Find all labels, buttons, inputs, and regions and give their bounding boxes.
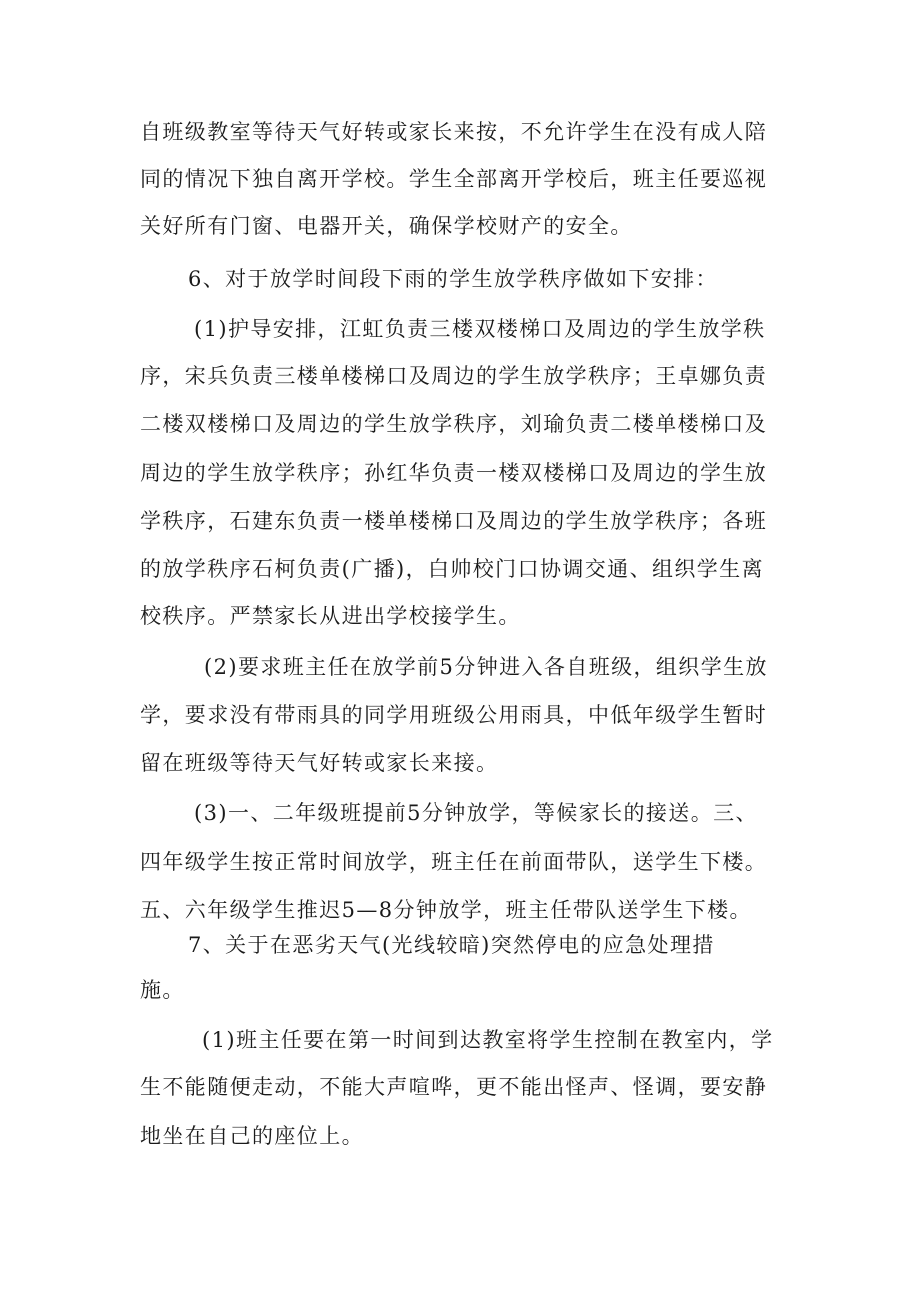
text-line-9: 学秩序，石建东负责一楼单楼梯口及周边的学生放学秩序；各班: [140, 509, 768, 533]
text-line-2: 同的情况下独自离开学校。学生全部离开学校后，班主任要巡视: [140, 167, 768, 191]
text-line-1: 自班级教室等待天气好转或家长来按，不允许学生在没有成人陪: [140, 120, 768, 144]
text-line-20: (1)班主任要在第一时间到达教室将学生控制在教室内，学: [202, 1028, 774, 1052]
text-line-22: 地坐在自己的座位上。: [140, 1124, 364, 1148]
text-line-10: 的放学秩序石柯负责(广播)，白帅校门口协调交通、组织学生离: [140, 557, 764, 581]
text-line-6: 序，宋兵负责三楼单楼梯口及周边的学生放学秩序；王卓娜负责: [140, 364, 768, 388]
text-line-7: 二楼双楼梯口及周边的学生放学秩序，刘瑜负责二楼单楼梯口及: [140, 412, 768, 436]
text-line-16: 四年级学生按正常时间放学，班主任在前面带队，送学生下楼。: [140, 850, 768, 874]
text-line-15: (3)一、二年级班提前5分钟放学，等候家长的接送。三、: [194, 801, 758, 825]
text-line-12: (2)要求班主任在放学前5分钟进入各自班级，组织学生放: [204, 655, 768, 679]
document-page: [140, 0, 800, 1301]
text-line-4: 6、对于放学时间段下雨的学生放学秩序做如下安排：: [188, 267, 718, 291]
text-line-11: 校秩序。严禁家长从进出学校接学生。: [140, 604, 521, 628]
text-line-21: 生不能随便走动，不能大声喧哗，更不能出怪声、怪调，要安静: [140, 1075, 768, 1099]
text-line-8: 周边的学生放学秩序；孙红华负责一楼双楼梯口及周边的学生放: [140, 461, 768, 485]
text-line-18: 7、关于在恶劣天气(光线较暗)突然停电的应急处理措: [188, 933, 715, 957]
text-line-3: 关好所有门窗、电器开关，确保学校财产的安全。: [140, 214, 633, 238]
text-line-17: 五、六年级学生推迟5—8分钟放学，班主任带队送学生下楼。: [140, 898, 752, 922]
text-line-13: 学，要求没有带雨具的同学用班级公用雨具，中低年级学生暂时: [140, 703, 768, 727]
text-line-5: (1)护导安排，江虹负责三楼双楼梯口及周边的学生放学秩: [194, 317, 766, 341]
text-line-19: 施。: [140, 978, 185, 1002]
text-line-14: 留在班级等待天气好转或家长来接。: [140, 751, 499, 775]
